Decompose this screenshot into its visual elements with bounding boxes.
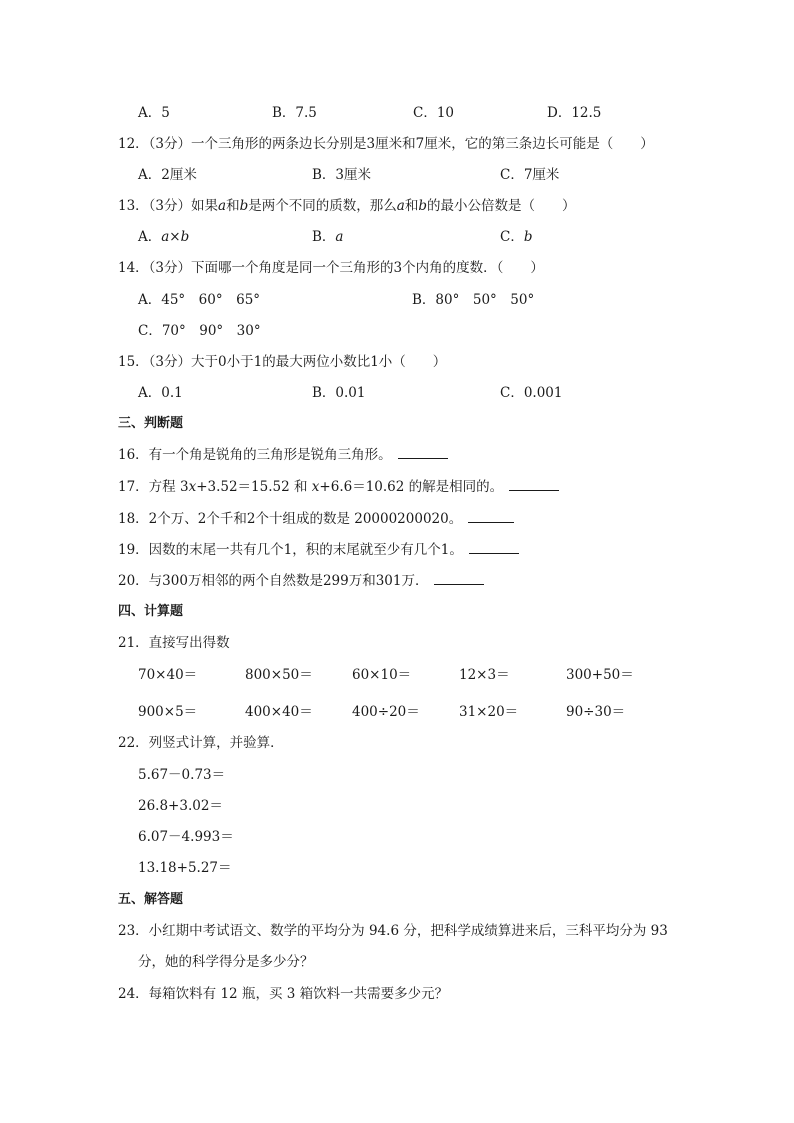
q21-item: 12×3＝ bbox=[459, 667, 510, 683]
q22-item: 13.18+5.27＝ bbox=[138, 860, 232, 876]
q15-option-a: A．0.1 bbox=[138, 385, 183, 401]
option-expr: a bbox=[335, 229, 344, 245]
answer-blank[interactable] bbox=[509, 478, 559, 491]
option-prefix: B． bbox=[312, 229, 336, 245]
q13-pre: 13．（3分）如果 bbox=[118, 198, 219, 214]
q21-item: 90÷30＝ bbox=[566, 704, 626, 720]
q14-option-b: B．80° 50° 50° bbox=[412, 292, 535, 308]
q12-text: 12．（3分）一个三角形的两条边长分别是3厘米和7厘米，它的第三条边长可能是（ ） bbox=[118, 136, 654, 152]
q12-option-b: B．3厘米 bbox=[312, 167, 372, 183]
q20-text bbox=[118, 572, 484, 590]
q13-option-b bbox=[312, 228, 343, 246]
q14-option-a: A．45° 60° 65° bbox=[138, 292, 261, 308]
option-prefix: C． bbox=[500, 229, 524, 245]
var-x: x bbox=[311, 479, 320, 495]
q22-item: 6.07－4.993＝ bbox=[138, 829, 234, 845]
q17-mid: +3.52＝15.52 和 bbox=[196, 479, 312, 495]
var-x: x bbox=[188, 479, 197, 495]
var-a: a bbox=[396, 198, 405, 214]
q22-item: 26.8+3.02＝ bbox=[138, 798, 223, 814]
q21-item: 400÷20＝ bbox=[352, 704, 420, 720]
q21-item: 400×40＝ bbox=[245, 704, 313, 720]
q17-pre: 17．方程 3 bbox=[118, 479, 189, 495]
q12-option-a: A．2厘米 bbox=[138, 167, 197, 183]
q13-option-a bbox=[138, 228, 189, 246]
section-title-judgement: 三、判断题 bbox=[118, 416, 184, 431]
q21-item: 60×10＝ bbox=[352, 667, 412, 683]
q21-item: 900×5＝ bbox=[138, 704, 198, 720]
section-title-solve: 五、解答题 bbox=[118, 892, 184, 907]
var-b: b bbox=[239, 198, 249, 214]
q11-option-b: B．7.5 bbox=[272, 105, 317, 121]
q16-text bbox=[118, 446, 448, 464]
q21-item: 300+50＝ bbox=[566, 667, 634, 683]
q11-option-d: D．12.5 bbox=[547, 105, 602, 121]
var-a: a bbox=[218, 198, 227, 214]
q14-text: 14．（3分）下面哪一个角度是同一个三角形的3个内角的度数．（ ） bbox=[118, 260, 544, 276]
answer-blank[interactable] bbox=[469, 541, 519, 554]
q18-statement: 18．2个万、2个千和2个十组成的数是 20000200020。 bbox=[118, 511, 463, 527]
q23-line1: 23．小红期中考试语文、数学的平均分为 94.6 分，把科学成绩算进来后，三科平均分为 93 bbox=[118, 923, 668, 939]
option-expr: a×b bbox=[161, 229, 190, 245]
q13-mid3: 和 bbox=[404, 198, 419, 214]
q11-option-a: A．5 bbox=[138, 105, 170, 121]
q21-item: 70×40＝ bbox=[138, 667, 198, 683]
answer-blank[interactable] bbox=[468, 510, 514, 523]
q13-post: 的最小公倍数是（ ） bbox=[426, 198, 576, 214]
q13-text bbox=[118, 197, 575, 215]
q13-mid1: 和 bbox=[226, 198, 240, 214]
var-b: b bbox=[418, 198, 427, 214]
q22-title: 22．列竖式计算，并验算． bbox=[118, 735, 284, 751]
q21-item: 800×50＝ bbox=[245, 667, 313, 683]
q17-post: +6.6＝10.62 的解是相同的。 bbox=[319, 479, 504, 495]
q13-mid2: 是两个不同的质数，那么 bbox=[248, 198, 397, 214]
answer-blank[interactable] bbox=[434, 572, 484, 585]
q21-title: 21．直接写出得数 bbox=[118, 635, 230, 651]
q24-text: 24．每箱饮料有 12 瓶，买 3 箱饮料一共需要多少元？ bbox=[118, 986, 449, 1002]
q22-item: 5.67－0.73＝ bbox=[138, 767, 226, 783]
q19-statement: 19．因数的末尾一共有几个1，积的末尾就至少有几个1。 bbox=[118, 542, 463, 558]
option-prefix: A． bbox=[138, 229, 162, 245]
q12-option-c: C．7厘米 bbox=[500, 167, 560, 183]
q18-text bbox=[118, 510, 514, 528]
q13-option-c bbox=[500, 228, 533, 246]
section-title-calculation: 四、计算题 bbox=[118, 604, 184, 619]
q11-option-c: C．10 bbox=[413, 105, 455, 121]
q19-text bbox=[118, 541, 519, 559]
q15-option-c: C．0.001 bbox=[500, 385, 563, 401]
q23-line2: 分，她的科学得分是多少分？ bbox=[138, 954, 314, 970]
q15-option-b: B．0.01 bbox=[312, 385, 366, 401]
option-expr: b bbox=[523, 229, 533, 245]
q15-text: 15．（3分）大于0小于1的最大两位小数比1小（ ） bbox=[118, 354, 447, 370]
q21-item: 31×20＝ bbox=[459, 704, 519, 720]
answer-blank[interactable] bbox=[398, 446, 448, 459]
q20-statement: 20．与300万相邻的两个自然数是299万和301万． bbox=[118, 573, 429, 589]
q17-text bbox=[118, 478, 559, 496]
q16-statement: 16．有一个角是锐角的三角形是锐角三角形。 bbox=[118, 447, 392, 463]
q14-option-c: C．70° 90° 30° bbox=[138, 323, 261, 339]
